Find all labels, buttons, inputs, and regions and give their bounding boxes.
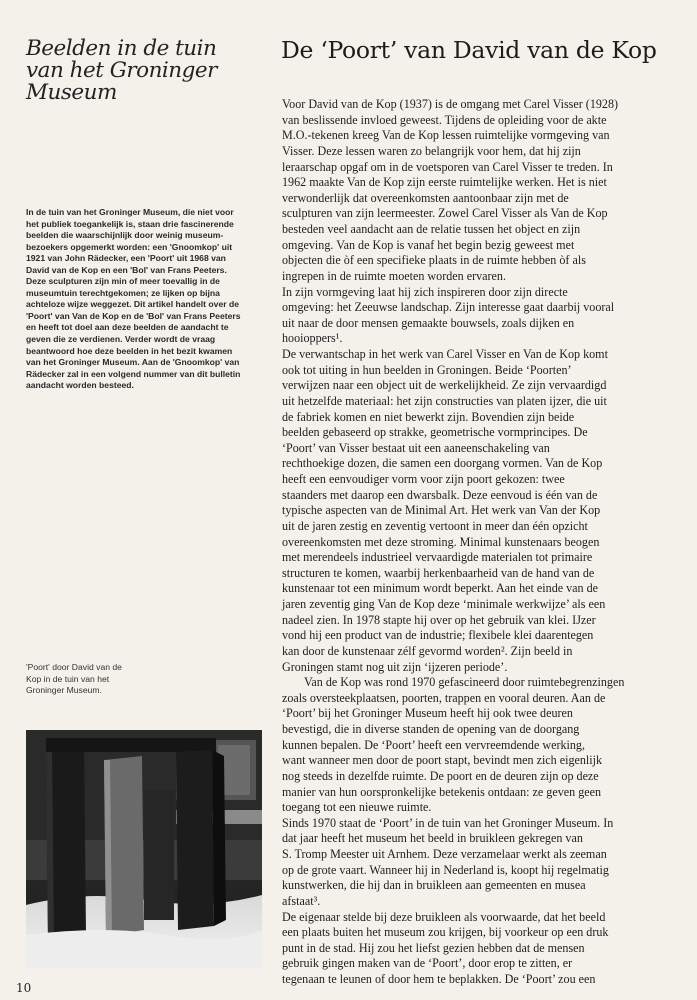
intro-text [26,207,246,392]
article-line-text: S. Tromp Meester uit Arnhem. Deze verzamelaar werkt als zeeman [282,847,607,861]
article-line-text: M.O.-tekenen kreeg Van de Kop lessen ruimtelijke vormgeving van [282,128,610,143]
article-line [282,581,682,597]
article-line-text: Voor David van de Kop (1937) is de omgang met Carel Visser (1928) [282,97,619,111]
article-line-text: want wanneer men door de poort stapt, bevindt men zich eigenlijk [282,753,603,768]
article-line-text: uit naar de door mensen gemaakte bouwsels, zoals dijken en [282,315,575,330]
article-line-tail: . Zijn beeld in [504,643,573,658]
article-line-text: rechthoekige dozen, die samen een doorgang vormen. Van de Kop [282,456,603,471]
sidebar-title-line: Beelden in de tuin [26,36,217,61]
article-line-text: De eigenaar stelde bij deze bruikleen als voorwaarde, dat het beeld [282,909,606,924]
sidebar-title [26,38,231,104]
article-line [282,222,682,238]
article-line-text: punt in de stad. Hij zou het liefst gezien hebben dat de mensen [282,940,585,955]
footnote-marker: s¹ [331,331,340,346]
article-line [282,300,682,316]
article-line [282,769,682,785]
article-line [282,972,682,988]
article-line [282,863,682,879]
article-line [282,488,682,504]
article-line-text: typische aspecten van de Minimal Art. Het werk van Van der Kop [282,503,601,518]
article-line-text: verwijzen naar een object uit de werkelijkheid. Ze zijn vervaardigd [282,378,607,393]
photo-caption [26,662,156,697]
sculpture-photo [26,730,262,968]
article-line [282,175,682,191]
article-line-text: tegenaan te leunen of door hem te beplakken. De ‘Poort’ zou een [282,972,596,986]
article-line [282,331,682,347]
article-line [282,628,682,644]
article-line-text: In zijn vormgeving laat hij zich inspireren door zijn directe [282,284,568,299]
article-line [282,363,682,379]
article-line-text: ‘Poort’ bij het Groninger Museum heeft hij ook twee deuren [282,706,573,721]
article-line [282,285,682,301]
article-line-text: De verwantschap in het werk van Carel Visser en Van de Kop komt [282,347,608,361]
article-line-text: manier van hun oorspronkelijke betekenis ontdaan: ze geven geen [282,784,602,799]
footnote-marker: ² [500,643,505,658]
article-line-text: heeft een eenvoudiger vorm voor zijn poort gekozen: twee [282,472,565,486]
article-line [282,97,682,113]
article-line-text: toegang tot een nieuwe ruimte. [282,800,432,815]
footnote-marker: ³ [313,893,318,908]
article-line-tail: . [339,331,343,346]
article-line [282,644,682,660]
article-line-text: nog steeds in dezelfde ruimte. De poort en de deuren zijn op deze [282,768,599,783]
article-line-text: zoals oversteekplaatsen, poorten, trappen en vooral deuren. Aan de [282,690,606,705]
article-line-text: beelden gebaseerd op strakke, geometrische vormprincipes. De [282,425,588,440]
article-line [282,925,682,941]
sidebar-title-line: van het Groninger [26,58,217,83]
sidebar-title-line: Museum [26,80,117,105]
article-line-text: objecten die òf een specifieke plaats in de ruimte hebben òf als [282,253,586,268]
article-line-text: uit hetzelfde materiaal: het zijn constructies van platen ijzer, die uit [282,393,607,408]
article-line-text: structuren te komen, waarbij herkenbaarheid van de hand van de [282,565,595,580]
caption-line: Kop in de tuin van het [26,673,110,684]
article-line-tail: . [317,893,321,908]
article-line [282,675,682,691]
article-line-text: sculpturen van zijn leermeester. Zowel Carel Visser als Van de Kop [282,206,608,221]
article-line [282,550,682,566]
article-line-text: overeenkomsten met deze stroming. Minimal kunstenaars beogen [282,534,600,549]
article-line-text: de fabriek komen en niet bewerkt zijn. Bovendien zijn beide [282,409,575,424]
article-title: De ‘Poort’ van David van de Kop [281,36,657,64]
article-line [282,378,682,394]
article-line [282,456,682,472]
article-line-text: nadeel zien. In 1978 stapte hij over op het gebruik van klei. IJzer [282,612,596,627]
article-line [282,785,682,801]
article-line-text: hooiopper [282,331,332,346]
article-line [282,425,682,441]
sculpture-photo-image [26,730,262,968]
article-line [282,128,682,144]
article-line-text: besteden veel aandacht aan de relatie tussen het object en zijn [282,222,581,236]
article-line-text: kunstenaar tot een minimum wordt beperkt. Aan het einde van de [282,581,599,596]
article-line [282,253,682,269]
article-line [282,910,682,926]
article-line-text: Sinds 1970 staat de ‘Poort’ in de tuin van het Groninger Museum. In [282,815,614,830]
article-line-text: kunnen bepalen. De ‘Poort’ heeft een vervreemdende werking, [282,737,585,752]
article-line [282,941,682,957]
article-line [282,519,682,535]
article-line [282,878,682,894]
article-line-text: gebruik gingen maken van de ‘Poort’, door erop te zitten, er [282,956,573,971]
article-line-text: kunstwerken, die hij dan in bruikleen aan gemeenten en musea [282,878,586,893]
article-line [282,206,682,222]
article-line [282,347,682,363]
article-line [282,160,682,176]
caption-line: Groninger Museum. [26,685,102,696]
article-line [282,191,682,207]
article-line [282,410,682,426]
article-line [282,660,682,676]
article-line [282,847,682,863]
article-line [282,238,682,254]
article-line [282,691,682,707]
article-line-text: afstaat [282,893,314,908]
article-line [282,753,682,769]
article-line-text: van beslissende invloed geweest. Tijdens de opleiding voor de akte [282,112,607,127]
article-line-text: bevestigd, die in diverse standen de opening van de doorgang [282,722,580,736]
article-line [282,831,682,847]
article-line [282,441,682,457]
article-line-text: een plaats buiten het museum zou krijgen, bij voorkeur op een druk [282,925,609,940]
article-line [282,144,682,160]
article-body [282,97,682,988]
article-line-text: Groningen stamt nog uit zijn ‘ijzeren periode’. [282,659,508,674]
article-line [282,566,682,582]
article-line-text: op de grote vaart. Wanneer hij in Nederland is, koopt hij regelmatig [282,862,609,877]
article-line [282,894,682,910]
article-line-text: leraarschap opgaf om in de voetsporen van Carel Visser te treden. In [282,159,613,174]
article-line [282,722,682,738]
article-line [282,956,682,972]
intro-paragraph: In de tuin van het Groninger Museum, die niet voor het publiek toegankelijk is, staan drie fascinerende beelden die waarschijnlijk door weinig museum-bezoekers opgemerkt worden: een 'Gnoomkop' uit 1921 van John Rädecker, een 'Poort' uit 1968 van David van de Kop en een 'Bol' van Frans Peeters. Deze sculpturen zijn min of meer toevallig in de museumtuin terechtgekomen; ze lijken op bijna achteloze wijze weggezet. Dit artikel handelt over de 'Poort' van Van de Kop en de 'Bol' van Frans Peeters en heeft tot doel aan deze beelden de aandacht te geven die ze verdienen. Verder wordt de vraag beantwoord hoe deze beelden in het bezit kwamen van het Groninger Museum. Aan de 'Gnoomkop' van Rädecker zal in een volgend nummer van dit bulletin aandacht worden besteed. [26,207,241,391]
article-line-text: jaren zeventig ging Van de Kop deze ‘minimale werkwijze’ als een [282,597,606,611]
article-line [282,316,682,332]
article-line [282,503,682,519]
article-line-text: kan door de kunstenaar zélf gevormd worden [282,643,501,658]
article-line-text: met merendeels industrieel vervaardigde materialen tot primaire [282,550,593,565]
article-line-text: staanders met daarop een dwarsbalk. Deze eenvoud is één van de [282,487,598,502]
article-line-text: verwonderlijk dat overeenkomsten aantoonbaar zijn met de [282,190,569,205]
article-line-text: ook tot uiting in hun beelden in Groningen. Beide ‘Poorten’ [282,362,572,377]
article-line-text: ingrepen in de ruimte moeten worden ervaren. [282,268,506,283]
article-line [282,535,682,551]
article-line-text: Visser. Deze lessen waren zo belangrijk voor hem, dat hij zijn [282,143,581,158]
page-number: 10 [16,981,32,995]
article-line-text: vond hij een product van de industrie; flexibele klei daarentegen [282,628,594,643]
article-line [282,113,682,129]
article-line-text: omgeving. Van de Kop is vanaf het begin bezig geweest met [282,237,575,252]
caption-line: 'Poort' door David van de [26,662,122,672]
article-line [282,738,682,754]
article-line [282,706,682,722]
article-line [282,597,682,613]
article-line [282,394,682,410]
article-line [282,816,682,832]
article-line-text: 1962 maakte Van de Kop zijn eerste ruimtelijke werken. Het is niet [282,175,607,190]
article-line [282,472,682,488]
article-line [282,800,682,816]
article-line-text: ‘Poort’ van Visser bestaat uit een aaneenschakeling van [282,440,550,455]
article-line-text: omgeving: het Zeeuwse landschap. Zijn interesse gaat daarbij vooral [282,300,615,315]
article-line-text: dat jaar heeft het museum het beeld in bruikleen gekregen van [282,831,583,846]
article-line-text: Van de Kop was rond 1970 gefascineerd door ruimtebegrenzingen [304,675,625,690]
article-line [282,613,682,629]
article-line-text: uit de jaren zestig en zeventig vertoont in meer dan één opzicht [282,518,588,533]
article-line [282,269,682,285]
